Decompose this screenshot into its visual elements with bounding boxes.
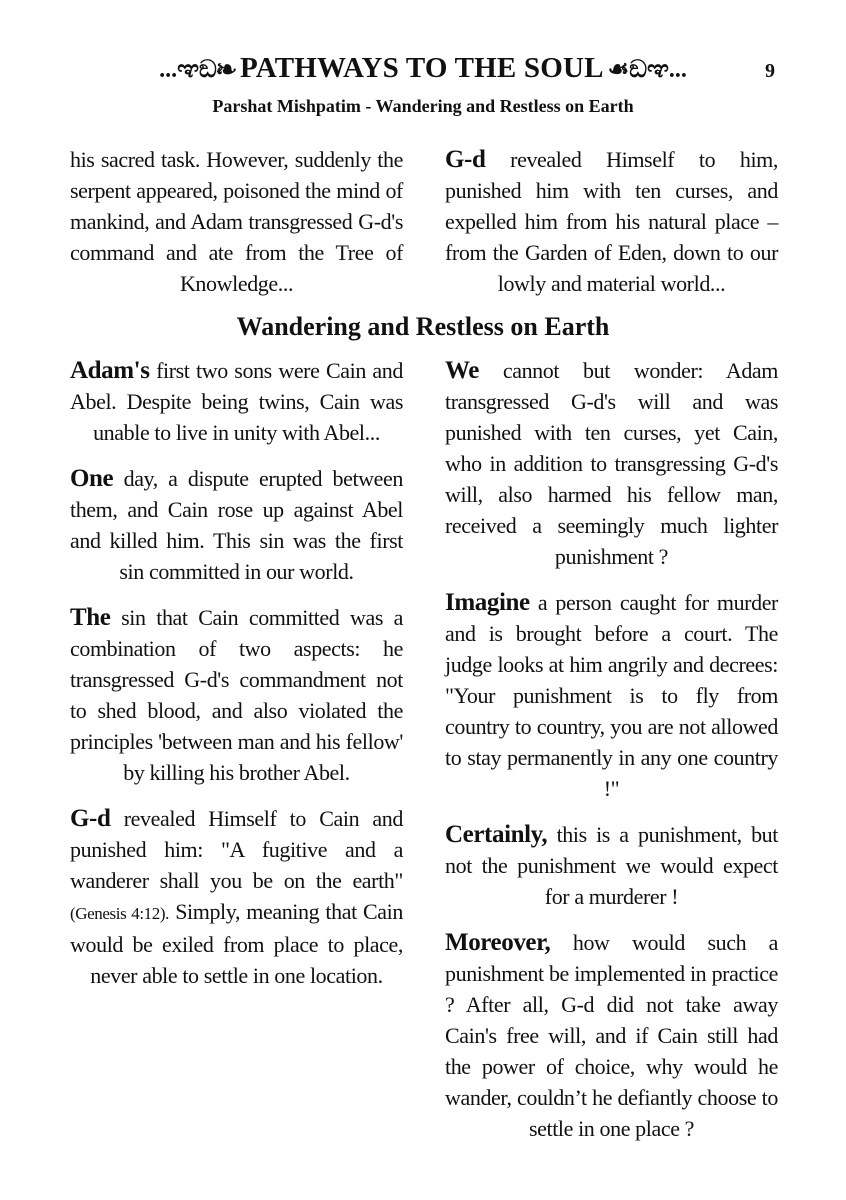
- paragraph-lead: We: [445, 357, 479, 384]
- paragraph: [70, 803, 403, 991]
- paragraph: [445, 144, 778, 299]
- intro-left-column: [70, 144, 403, 314]
- intro-right-column: [445, 144, 778, 314]
- paragraph-text: day, a dispute erupted between them, and Cain rose up against Abel and killed him. This sin was the first sin committed in our world.: [70, 466, 403, 584]
- ornament-right-icon: ☙ඞಞ...: [607, 57, 687, 83]
- paragraph-text: sin that Cain committed was a combination of two aspects: he transgressed G-d's commandment not to shed blood, and also violated the principles 'between man and his fellow' by killing his brother Abel.: [70, 605, 403, 785]
- paragraph-text: his sacred task. However, suddenly the serpent appeared, poisoned the mind of mankind, and Adam transgressed G-d's command and ate from the Tree of Knowledge...: [70, 147, 403, 296]
- paragraph-lead: Imagine: [445, 589, 530, 616]
- paragraph-lead: G-d: [445, 146, 486, 173]
- page-header: [0, 52, 846, 117]
- paragraph-lead: Adam's: [70, 357, 150, 384]
- paragraph: [70, 355, 403, 448]
- page-number: 9: [765, 60, 775, 82]
- left-column: [70, 355, 403, 1006]
- right-column: [445, 355, 778, 1159]
- paragraph-text: first two sons were Cain and Abel. Despite being twins, Cain was unable to live in unity with Abel...: [70, 358, 403, 445]
- paragraph: [445, 355, 778, 572]
- paragraph-text: Simply, meaning that Cain would be exiled from place to place, never able to settle in one location.: [70, 899, 403, 988]
- paragraph-text: cannot but wonder: Adam transgressed G-d's will and was punished with ten curses, yet Cain, who in addition to transgressing G-d's will, also harmed his fellow man, received a seemingly much lighter punishment ?: [445, 358, 778, 569]
- paragraph-lead: One: [70, 465, 114, 492]
- ornament-left-icon: ...ಞඞ❧: [159, 57, 236, 83]
- paragraph-lead: Certainly,: [445, 821, 548, 848]
- paragraph: [445, 819, 778, 912]
- paragraph-text: a person caught for murder and is brought before a court. The judge looks at him angrily and decrees: "Your punishment is to fly from country to country, you are not allowed to stay permanently in any one country !": [445, 590, 778, 801]
- paragraph-text: this is a punishment, but not the punishment we would expect for a murderer !: [445, 822, 778, 909]
- paragraph-lead: Moreover,: [445, 929, 551, 956]
- paragraph-text: how would such a punishment be implemented in practice ? After all, G-d did not take away Cain's free will, and if Cain still had the power of choice, why would he wander, couldn’t he defiantly choose to settle in one place ?: [445, 930, 778, 1141]
- paragraph: [70, 463, 403, 587]
- chapter-subtitle: Parshat Mishpatim - Wandering and Restless on Earth: [212, 96, 634, 116]
- running-title: [0, 52, 846, 88]
- paragraph: [445, 927, 778, 1144]
- section-heading: Wandering and Restless on Earth: [236, 312, 610, 341]
- paragraph-text: revealed Himself to him, punished him with ten curses, and expelled him from his natural place – from the Garden of Eden, down to our lowly and material world...: [445, 147, 778, 296]
- book-title: PATHWAYS TO THE SOUL: [239, 52, 604, 84]
- paragraph: [70, 144, 403, 299]
- citation: (Genesis 4:12).: [70, 904, 169, 923]
- paragraph-lead: G-d: [70, 805, 111, 832]
- paragraph: [445, 587, 778, 804]
- paragraph-lead: The: [70, 604, 111, 631]
- paragraph: [70, 602, 403, 788]
- paragraph-text: revealed Himself to Cain and punished him: "A fugitive and a wanderer shall you be on the earth": [70, 806, 403, 893]
